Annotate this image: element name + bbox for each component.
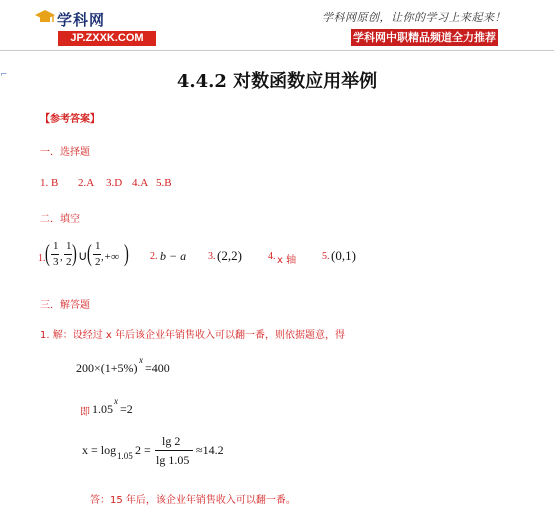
choice-answer-4: 4.A xyxy=(132,177,149,189)
margin-marker-icon: ⌐ xyxy=(0,70,8,80)
fraction-bar xyxy=(51,254,59,255)
logo-name: 学科网 xyxy=(57,11,106,29)
section1-heading: 一．选择题 xyxy=(40,147,90,158)
graduation-cap-icon xyxy=(34,9,56,27)
logo-url: JP.ZXXK.COM xyxy=(58,31,156,46)
fraction-bar xyxy=(155,450,193,451)
document-page: 学科网 JP.ZXXK.COM 学科网原创，让你的学习上来起来！ 学科网中职精品频道全力推荐 ⌐ 4.4.2 对数函数应用举例 【参考答案】 一．选择题 1. B 2.A 3.D 4.A 5.B 二．填空 1. ( 1 3 , 1 2 ) ∪ ( 1 2 ,+∞ ) 2. b − a 3. (2,2) 4. x 轴 5. (0,1) 三．解答题 1. 解：设经过 x 年后该企业年销售收入可以翻一番，则依据题意，得 200×(1+5%) x =400 即 1.05 x =2 x = log 1.05 2 = lg 2 lg 1.05 ≈14.2 答：15 年后，该企业年销售收入可以翻一番。 xyxy=(0,0,554,510)
solution-intro: 1. 解：设经过 x 年后该企业年销售收入可以翻一番，则依据题意，得 xyxy=(40,330,345,341)
answer-header: 【参考答案】 xyxy=(40,114,100,125)
fill-answer-4: 4. x 轴 xyxy=(268,251,297,266)
header-divider xyxy=(0,50,554,51)
header-slogan: 学科网原创，让你的学习上来起来！ xyxy=(322,11,506,24)
document-title: 4.4.2 对数函数应用举例 xyxy=(176,71,378,92)
section2-heading: 二．填空 xyxy=(40,214,80,225)
choice-answer-5: 5.B xyxy=(156,177,172,189)
fill-answer-2: 2. b − a xyxy=(150,249,187,263)
choice-answer-2: 2.A xyxy=(78,177,95,189)
choice-answer-3: 3.D xyxy=(106,177,123,189)
section3-heading: 三．解答题 xyxy=(40,300,90,311)
fill-answer-1: 1. ( 1 3 , 1 2 ) ∪ ( 1 2 ,+∞ ) xyxy=(38,240,129,268)
solution-conclusion: 答：15 年后，该企业年销售收入可以翻一番。 xyxy=(90,495,296,506)
header-banner: 学科网中职精品频道全力推荐 xyxy=(353,31,496,44)
fill-answer-3: 3. (2,2) xyxy=(208,248,242,263)
fill-answer-5: 5. (0,1) xyxy=(322,248,356,263)
fraction-bar xyxy=(64,254,72,255)
fraction-bar xyxy=(93,254,101,255)
choice-answer-1: 1. B xyxy=(40,177,59,189)
fill-answer-number: 1. xyxy=(38,253,46,264)
